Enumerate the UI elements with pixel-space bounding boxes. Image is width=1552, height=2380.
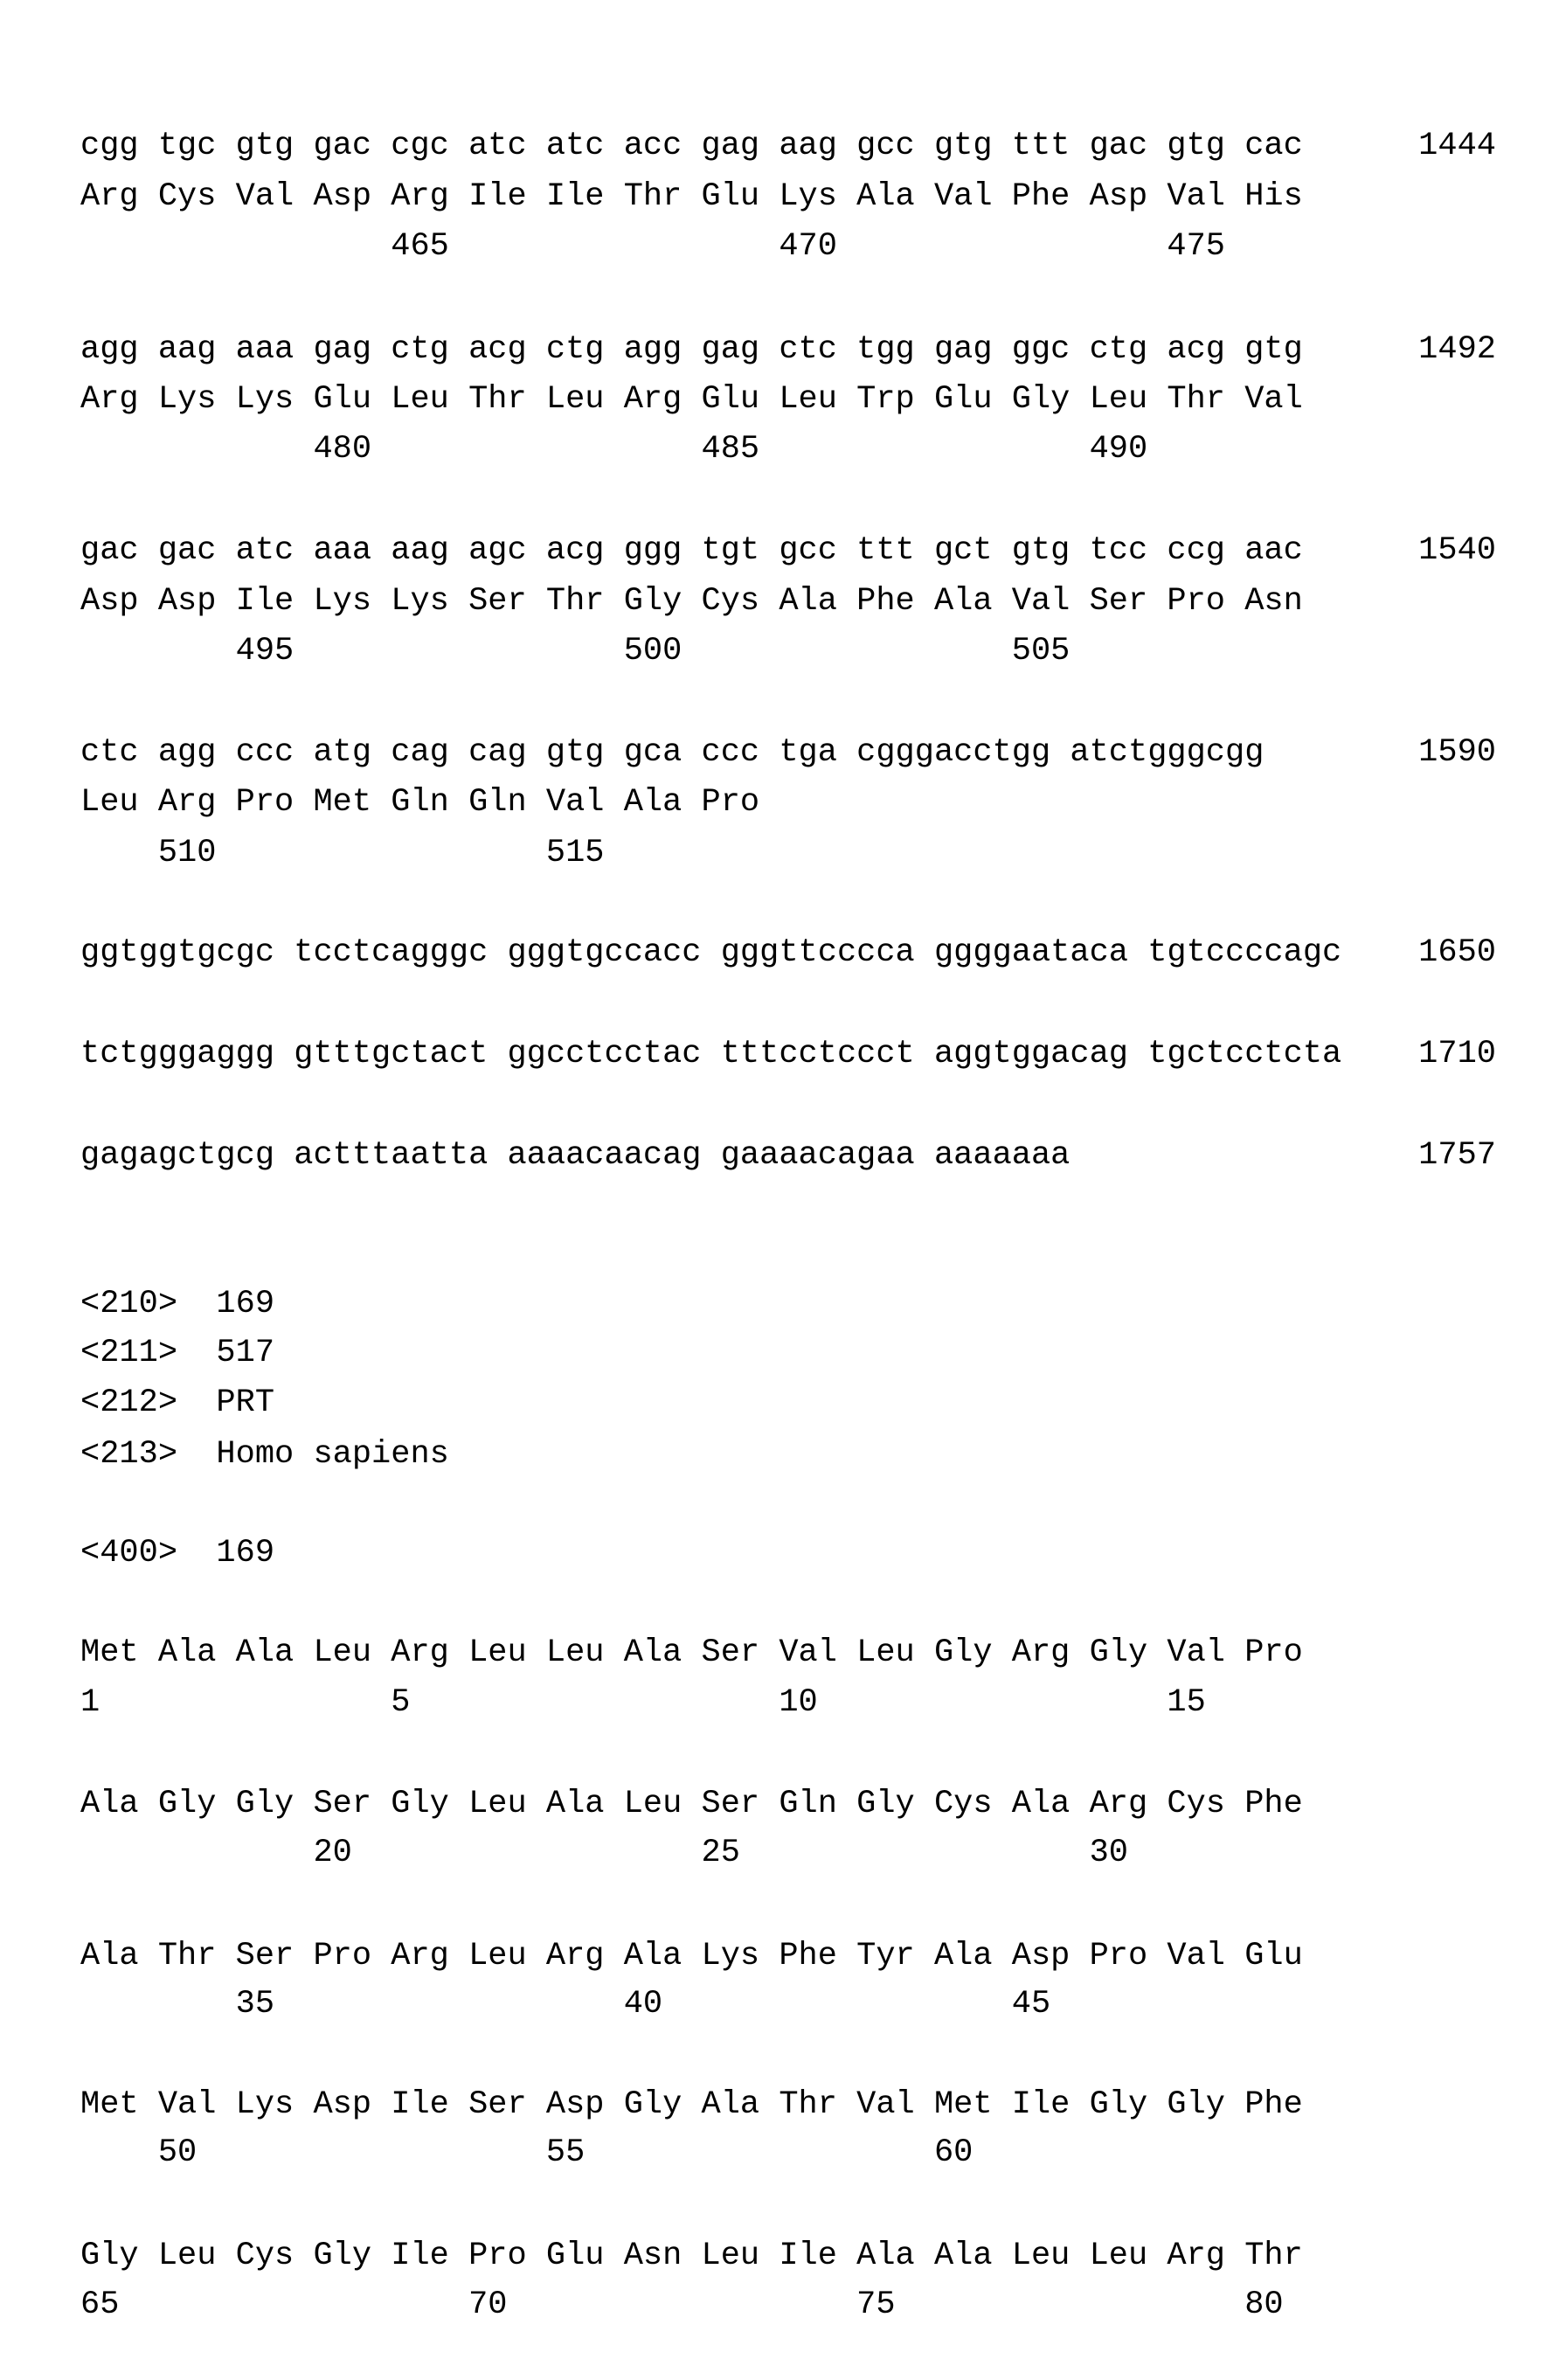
residue-position-line: 50 55 60 [80,2134,973,2172]
dna-line: ctc agg ccc atg cag cag gtg gca ccc tga cgggacctgg atctgggcgg [80,733,1264,772]
dna-line: gac gac atc aaa aag agc acg ggg tgt gcc ttt gct gtg tcc ccg aac [80,531,1303,570]
protein-translation-line: Arg Cys Val Asp Arg Ile Ile Thr Glu Lys Ala Val Phe Asp Val His [80,177,1303,216]
protein-line: Met Val Lys Asp Ile Ser Asp Gly Ala Thr Val Met Ile Gly Gly Phe [80,2085,1303,2124]
residue-count: 1757 [1418,1136,1496,1175]
residue-count: 1444 [1418,127,1496,165]
protein-translation-line: Arg Lys Lys Glu Leu Thr Leu Arg Glu Leu Trp Glu Gly Leu Thr Val [80,380,1303,419]
residue-position-line: 510 515 [80,834,605,872]
residue-position-line: 1 5 10 15 [80,1683,1206,1722]
residue-position-line: 495 500 505 [80,632,1070,670]
protein-translation-line: Leu Arg Pro Met Gln Gln Val Ala Pro [80,783,759,822]
dna-line: agg aag aaa gag ctg acg ctg agg gag ctc tgg gag ggc ctg acg gtg [80,330,1303,369]
protein-translation-line: Asp Asp Ile Lys Lys Ser Thr Gly Cys Ala Phe Ala Val Ser Pro Asn [80,582,1303,621]
residue-position-line: 20 25 30 [80,1834,1128,1872]
residue-count: 1710 [1418,1035,1496,1073]
residue-count: 1590 [1418,733,1496,772]
residue-position-line: 480 485 490 [80,430,1147,468]
protein-line: Ala Gly Gly Ser Gly Leu Ala Leu Ser Gln Gly Cys Ala Arg Cys Phe [80,1785,1303,1823]
dna-line: tctgggaggg gtttgctact ggcctcctac tttcctccct aggtggacag tgctcctcta [80,1035,1341,1073]
dna-line: cgg tgc gtg gac cgc atc atc acc gag aag gcc gtg ttt gac gtg cac [80,127,1303,165]
sequence-type-field: <212> PRT [80,1384,274,1422]
dna-line: ggtggtgcgc tcctcagggc gggtgccacc gggttcccca ggggaataca tgtccccagc [80,933,1341,972]
sequence-length-field: <211> 517 [80,1334,274,1372]
residue-count: 1492 [1418,330,1496,369]
sequence-label-field: <400> 169 [80,1534,274,1572]
residue-position-line: 35 40 45 [80,1985,1050,2023]
protein-line: Met Ala Ala Leu Arg Leu Leu Ala Ser Val Leu Gly Arg Gly Val Pro [80,1634,1303,1672]
residue-position-line: 465 470 475 [80,227,1225,266]
organism-field: <213> Homo sapiens [80,1435,449,1474]
dna-line: gagagctgcg actttaatta aaaacaacag gaaaacagaa aaaaaaa [80,1136,1070,1175]
residue-count: 1650 [1418,933,1496,972]
residue-position-line: 65 70 75 80 [80,2286,1284,2324]
sequence-id-field: <210> 169 [80,1285,274,1323]
residue-count: 1540 [1418,531,1496,570]
protein-line: Ala Thr Ser Pro Arg Leu Arg Ala Lys Phe Tyr Ala Asp Pro Val Glu [80,1937,1303,1975]
protein-line: Gly Leu Cys Gly Ile Pro Glu Asn Leu Ile Ala Ala Leu Leu Arg Thr [80,2237,1303,2275]
